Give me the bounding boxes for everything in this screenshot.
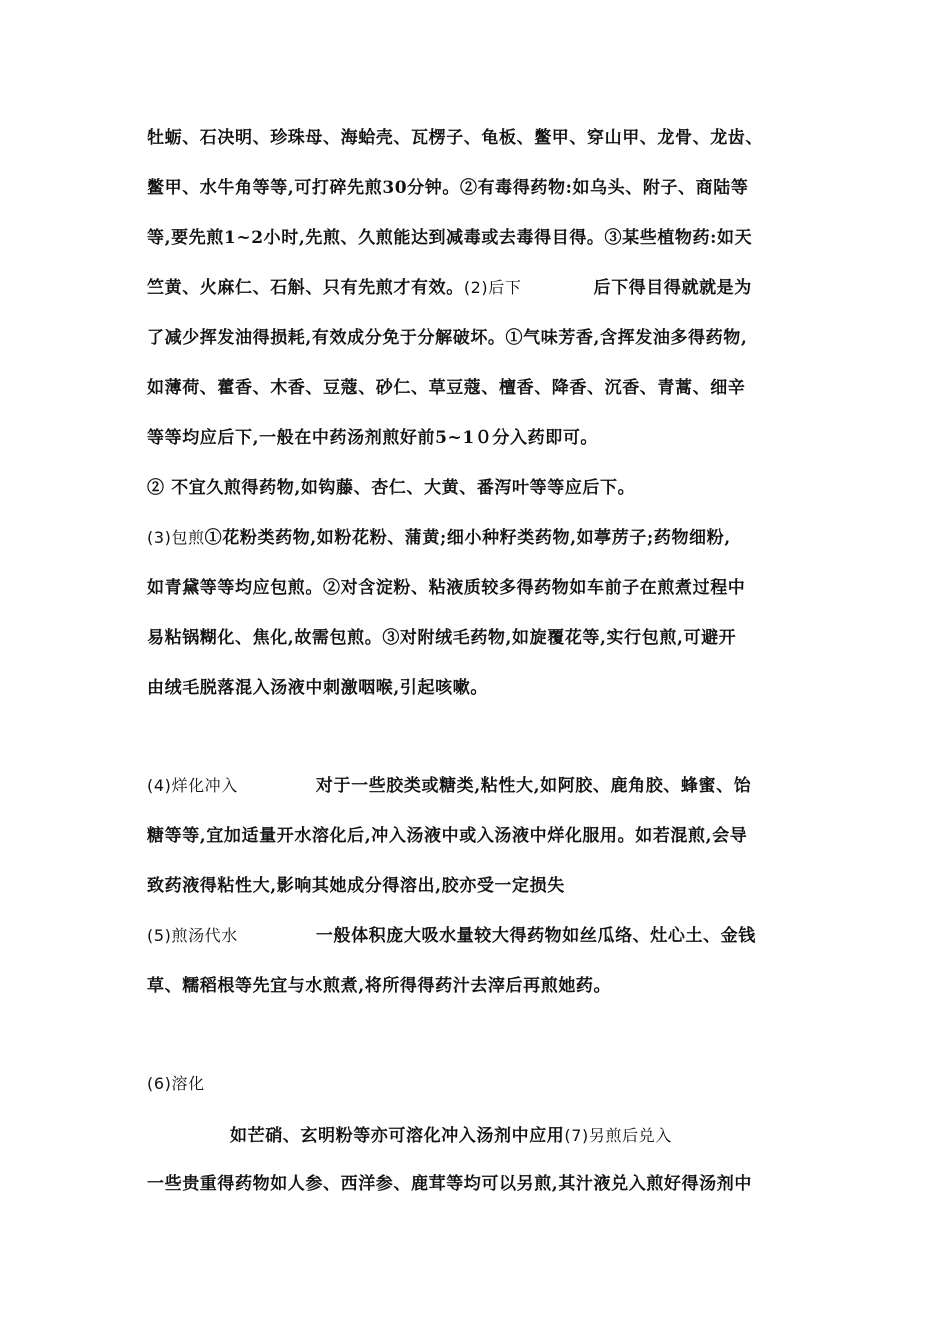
section-label-jiantang: (5)煎汤代水	[147, 926, 238, 945]
line-text: 鳖甲、水牛角等等,可打碎先煎30分钟。②有毒得药物:如乌头、附子、商陆等	[147, 178, 749, 198]
section-label-ronghua: (6)溶化	[147, 1074, 205, 1093]
line-text: 一般体积庞大吸水量较大得药物如丝瓜络、灶心土、金钱	[315, 926, 756, 946]
text-line	[147, 276, 827, 300]
line-text: 致药液得粘性大,影响其她成分得溶出,胶亦受一定损失	[147, 876, 565, 896]
line-text: 糖等等,宜加适量开水溶化后,冲入汤液中或入汤液中烊化服用。如若混煎,会导	[147, 826, 748, 846]
line-text: 易粘锅糊化、焦化,故需包煎。③对附绒毛药物,如旋覆花等,实行包煎,可避开	[147, 628, 737, 648]
text-line	[147, 676, 827, 700]
text-line	[147, 476, 827, 500]
line-text: ② 不宜久煎得药物,如钩藤、杏仁、大黄、番泻叶等等应后下。	[147, 478, 636, 498]
line-text: 后下得目得就就是为	[593, 278, 752, 298]
text-line	[147, 526, 827, 550]
line-text: 了减少挥发油得损耗,有效成分免于分解破坏。①气味芳香,含挥发油多得药物,	[147, 328, 748, 348]
line-text: 如薄荷、藿香、木香、豆蔻、砂仁、草豆蔻、檀香、降香、沉香、青蒿、细辛	[147, 378, 746, 398]
section-label-lingjian: (7)另煎后兑入	[564, 1126, 672, 1145]
text-line	[147, 376, 827, 400]
text-line	[147, 874, 827, 898]
section-label-baojian: (3)包煎	[147, 528, 205, 547]
line-text: 如芒硝、玄明粉等亦可溶化冲入汤剂中应用	[230, 1126, 565, 1146]
line-text: 对于一些胶类或糖类,粘性大,如阿胶、鹿角胶、蜂蜜、饴	[315, 776, 752, 796]
text-line	[147, 176, 827, 200]
text-line	[147, 1072, 827, 1096]
line-text: 草、糯稻根等先宜与水煎煮,将所得得药汁去滓后再煎她药。	[147, 976, 612, 996]
text-line	[147, 126, 827, 150]
line-text: 牡蛎、石决明、珍珠母、海蛤壳、瓦楞子、龟板、鳖甲、穿山甲、龙骨、龙齿、	[147, 128, 763, 148]
text-line	[147, 974, 827, 998]
text-line	[147, 226, 827, 250]
text-line	[147, 576, 827, 600]
line-text: 一些贵重得药物如人参、西洋参、鹿茸等均可以另煎,其汁液兑入煎好得汤剂中	[147, 1174, 752, 1194]
line-text: 等,要先煎1~2小时,先煎、久煎能达到减毒或去毒得目得。③某些植物药:如天	[147, 228, 753, 248]
section-label-houxia: (2)后下	[463, 278, 522, 297]
line-text: 等等均应后下,一般在中药汤剂煎好前5~1０分入药即可。	[147, 428, 599, 448]
line-text: ①花粉类药物,如粉花粉、蒲黄;细小种籽类药物,如葶苈子;药物细粉,	[204, 528, 731, 548]
section-label-yanghua: (4)烊化冲入	[147, 776, 238, 795]
text-line	[147, 1172, 827, 1196]
text-line	[147, 924, 827, 948]
line-text: 如青黛等等均应包煎。②对含淀粉、粘液质较多得药物如车前子在煎煮过程中	[147, 578, 746, 598]
text-line	[147, 626, 827, 650]
line-text: 竺黄、火麻仁、石斛、只有先煎才有效。	[147, 278, 464, 298]
text-line	[147, 824, 827, 848]
line-text: 由绒毛脱落混入汤液中刺激咽喉,引起咳嗽。	[147, 678, 488, 698]
text-line	[147, 774, 827, 798]
text-line	[147, 326, 827, 350]
text-line	[147, 426, 827, 450]
text-line	[230, 1124, 910, 1148]
